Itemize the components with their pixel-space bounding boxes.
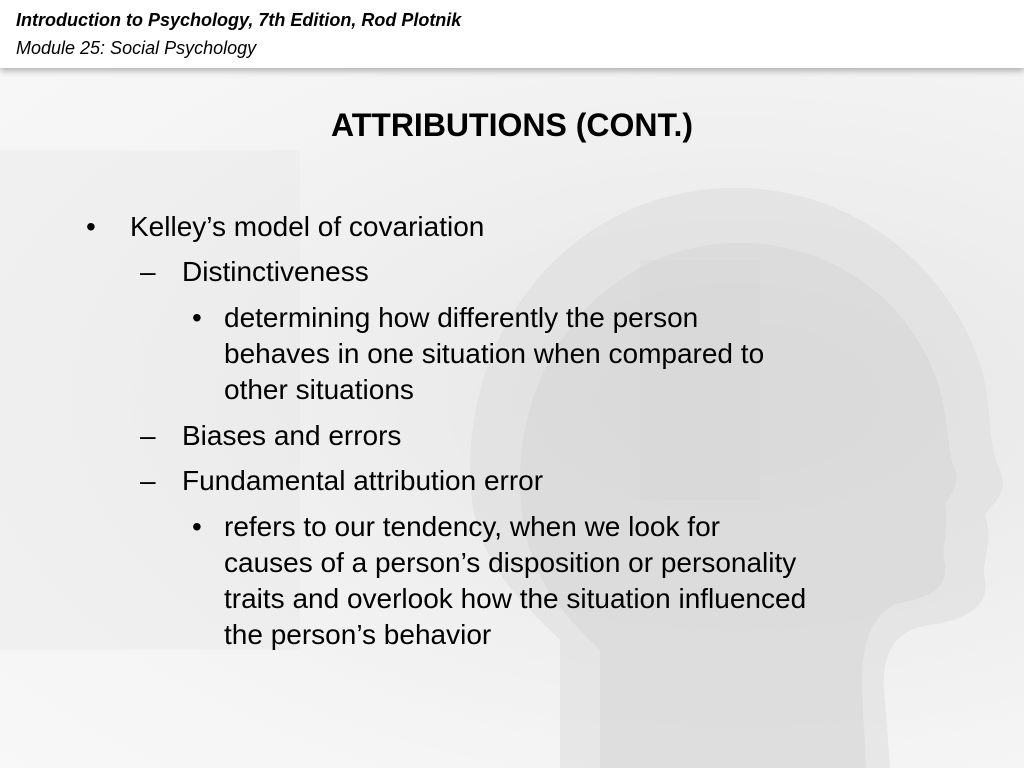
distinctiveness-detail-line: behaves in one situation when compared to [224,338,765,369]
bullet-marker: • [192,302,202,333]
slide-title: ATTRIBUTIONS (CONT.) [330,107,694,143]
sub-bullet-biases-errors: Biases and errors [182,420,402,451]
bullet-marker: • [192,511,202,542]
bullet-kelley-model: Kelley’s model of covariation [130,211,485,242]
dash-marker: – [140,465,156,496]
fae-detail-line: the person’s behavior [224,619,492,650]
dash-marker: – [140,256,156,287]
distinctiveness-detail-line: determining how differently the person [224,302,699,333]
sub-bullet-distinctiveness: Distinctiveness [182,256,369,287]
fae-detail-line: refers to our tendency, when we look for [224,511,720,542]
book-title: Introduction to Psychology, 7th Edition, Rod Plotnik [16,10,462,30]
dash-marker: – [140,420,156,451]
fae-detail-line: traits and overlook how the situation influenced [224,583,807,614]
sub-bullet-fundamental-attribution-error: Fundamental attribution error [182,465,544,496]
bullet-marker: • [86,211,96,242]
distinctiveness-detail-line: other situations [224,374,414,405]
fae-detail-line: causes of a person’s disposition or personality [224,547,797,578]
module-subtitle: Module 25: Social Psychology [16,38,257,58]
